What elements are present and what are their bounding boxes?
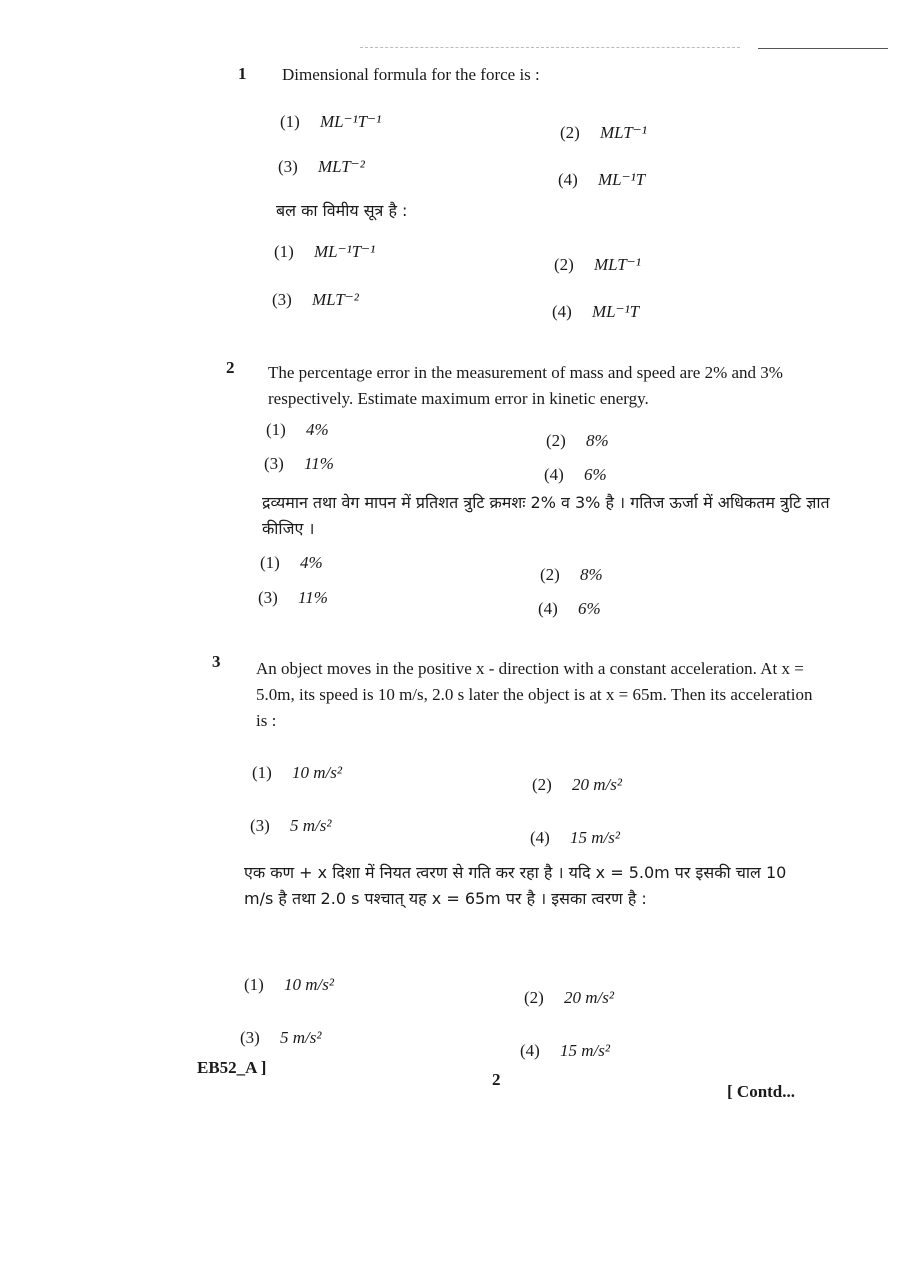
option-value: 11% [298,588,328,607]
option-en [250,816,331,836]
option-label: (1) [252,763,272,782]
option-value: 4% [306,420,329,439]
option-en [264,454,334,474]
option-hi [244,975,334,995]
option-en [252,763,342,783]
option-hi [520,1041,610,1061]
option-value: ML⁻¹T [598,170,646,189]
option-en [544,465,607,485]
option-label: (4) [530,828,550,847]
option-label: (2) [532,775,552,794]
option-hi [274,242,375,262]
option-en [546,431,609,451]
option-label: (1) [274,242,294,261]
option-hi [524,988,614,1008]
option-hi [240,1028,321,1048]
option-label: (2) [554,255,574,274]
option-value: 15 m/s² [560,1041,610,1060]
option-value: 8% [580,565,603,584]
option-label: (3) [258,588,278,607]
option-label: (1) [244,975,264,994]
option-value: 11% [304,454,334,473]
option-label: (4) [538,599,558,618]
option-hi [540,565,603,585]
option-label: (1) [280,112,300,131]
continued-marker: [ Contd... [727,1082,796,1101]
option-value: ML⁻¹T⁻¹ [320,112,382,131]
question-stem-en: An object moves in the positive x - direction with a constant acceleration. At x = 5.0m, its speed is 10 m/s, 2.0 s later the object is at x = 65m. Then its acceleration is : [256,659,813,730]
option-label: (4) [558,170,578,189]
question-number: 3 [212,652,221,671]
option-label: (4) [552,302,572,321]
question-number: 2 [226,358,235,377]
option-hi [272,290,359,310]
option-value: ML⁻¹T [592,302,640,321]
question-stem-en: Dimensional formula for the force is : [282,65,540,84]
question-stem-hi: द्रव्यमान तथा वेग मापन में प्रतिशत त्रुटि क्रमशः 2% व 3% है । गतिज ऊर्जा में अधिकतम त्रुटि ज्ञात कीजिए । [262,493,830,538]
option-label: (2) [560,123,580,142]
option-label: (2) [524,988,544,1007]
paper-code: EB52_A ] [197,1058,267,1077]
option-hi [554,255,641,275]
option-value: MLT⁻² [312,290,359,309]
option-label: (3) [264,454,284,473]
question-stem-hi: एक कण + x दिशा में नियत त्वरण से गति कर रहा है । यदि x = 5.0m पर इसकी चाल 10 m/s है तथा 2.0 s पश्चात् यह x = 65m पर है । इसका त्वरण है : [244,863,787,908]
option-value: 20 m/s² [564,988,614,1007]
option-value: MLT⁻¹ [600,123,647,142]
option-en [280,112,381,132]
option-value: MLT⁻² [318,157,365,176]
option-value: ML⁻¹T⁻¹ [314,242,376,261]
scan-dashed-line [360,47,740,48]
top-rule [758,48,888,49]
question-stem-hi: बल का विमीय सूत्र है : [276,201,408,220]
option-label: (1) [260,553,280,572]
option-value: MLT⁻¹ [594,255,641,274]
option-en [560,123,647,143]
page-number: 2 [492,1070,501,1089]
option-label: (3) [272,290,292,309]
option-en [266,420,329,440]
option-label: (3) [278,157,298,176]
question-number: 1 [238,64,247,83]
option-value: 20 m/s² [572,775,622,794]
option-value: 5 m/s² [280,1028,322,1047]
option-value: 4% [300,553,323,572]
option-label: (3) [240,1028,260,1047]
option-value: 6% [584,465,607,484]
option-en [558,170,645,190]
option-value: 6% [578,599,601,618]
option-value: 15 m/s² [570,828,620,847]
option-label: (3) [250,816,270,835]
option-value: 10 m/s² [292,763,342,782]
option-label: (2) [546,431,566,450]
option-label: (2) [540,565,560,584]
option-hi [538,599,601,619]
option-value: 5 m/s² [290,816,332,835]
option-hi [260,553,323,573]
option-en [530,828,620,848]
option-en [278,157,365,177]
option-value: 8% [586,431,609,450]
option-label: (4) [544,465,564,484]
option-value: 10 m/s² [284,975,334,994]
option-hi [552,302,639,322]
question-stem-en: The percentage error in the measurement of mass and speed are 2% and 3% respectively. Estimate maximum error in kinetic energy. [268,363,783,408]
option-label: (1) [266,420,286,439]
option-label: (4) [520,1041,540,1060]
option-en [532,775,622,795]
option-hi [258,588,328,608]
